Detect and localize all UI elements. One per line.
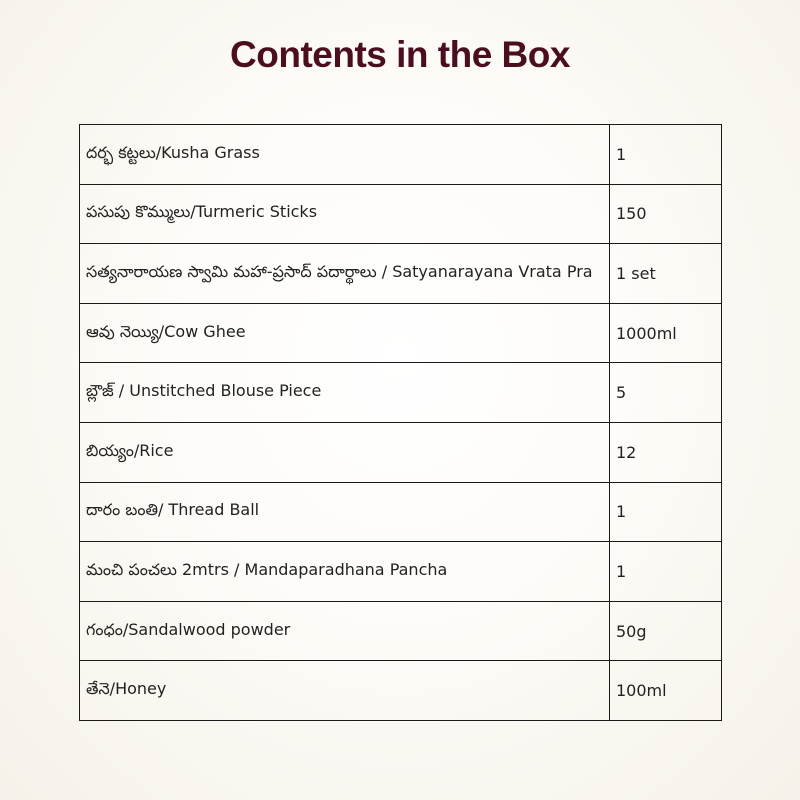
table-row	[80, 542, 722, 602]
table-row	[80, 125, 722, 185]
item-name: గంధం/Sandalwood powder	[80, 601, 610, 661]
item-name: తేనె/Honey	[80, 661, 610, 721]
item-quantity: 50g	[610, 601, 722, 661]
item-name: సత్యనారాయణ స్వామి మహా-ప్రసాద్ పదార్థాలు / Satyanarayana Vrata Pra	[80, 244, 610, 304]
table-row	[80, 482, 722, 542]
item-quantity: 1	[610, 125, 722, 185]
item-name: బియ్యం/Rice	[80, 422, 610, 482]
table-row	[80, 422, 722, 482]
item-name: మంచి పంచలు 2mtrs / Mandaparadhana Pancha	[80, 542, 610, 602]
item-name: పసుపు కొమ్ములు/Turmeric Sticks	[80, 184, 610, 244]
table-row	[80, 244, 722, 304]
item-quantity: 1000ml	[610, 303, 722, 363]
table-row	[80, 601, 722, 661]
item-quantity: 150	[610, 184, 722, 244]
item-name: బ్లౌజ్ / Unstitched Blouse Piece	[80, 363, 610, 423]
item-quantity: 1 set	[610, 244, 722, 304]
item-name: దారం బంతి/ Thread Ball	[80, 482, 610, 542]
item-name: ఆవు నెయ్యి/Cow Ghee	[80, 303, 610, 363]
contents-table	[79, 124, 722, 721]
item-quantity: 5	[610, 363, 722, 423]
table-row	[80, 363, 722, 423]
table-row	[80, 661, 722, 721]
table-row	[80, 303, 722, 363]
item-quantity: 12	[610, 422, 722, 482]
item-quantity: 100ml	[610, 661, 722, 721]
item-quantity: 1	[610, 542, 722, 602]
item-name: దర్భ కట్టలు/Kusha Grass	[80, 125, 610, 185]
item-quantity: 1	[610, 482, 722, 542]
table-row	[80, 184, 722, 244]
page-title: Contents in the Box	[230, 34, 570, 75]
